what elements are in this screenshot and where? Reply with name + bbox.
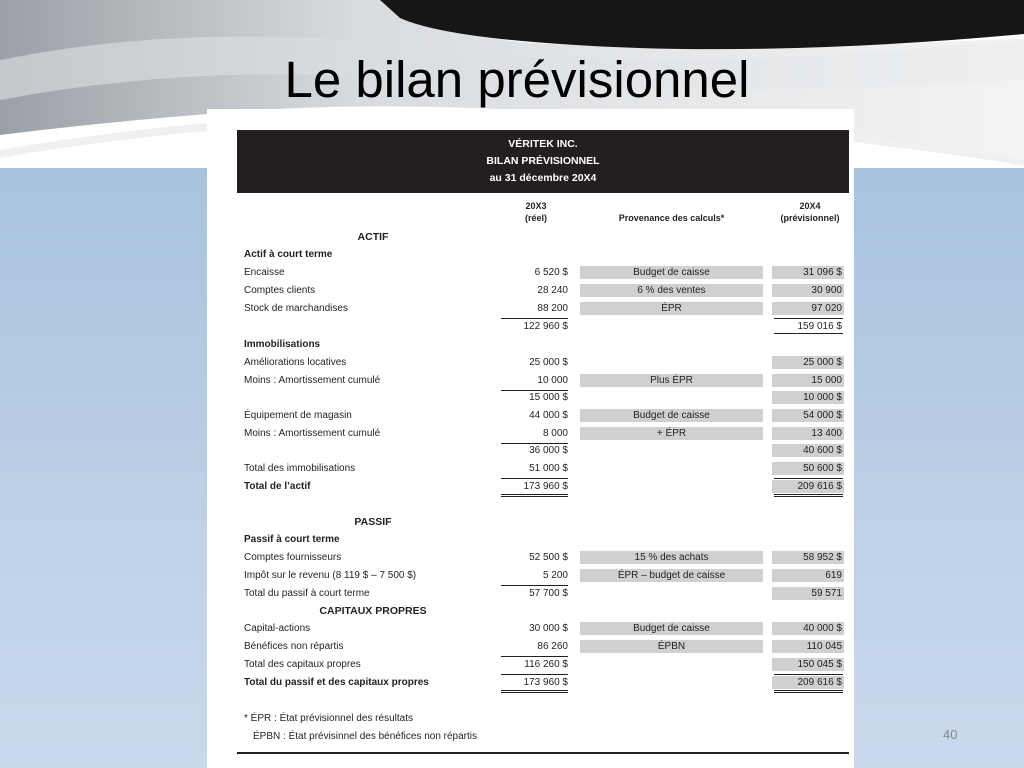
bottom-rule: [237, 752, 849, 754]
label-capital-actions: Capital-actions: [244, 623, 311, 634]
value-amort1-20x3: 10 000: [537, 375, 568, 386]
value-impot-20x4: 619: [825, 570, 842, 581]
section-capitaux-propres: CAPITAUX PROPRES: [319, 605, 427, 617]
src-equip: Budget de caisse: [633, 410, 710, 421]
heading-immobilisations: Immobilisations: [244, 339, 321, 350]
value-capital-20x3: 30 000 $: [529, 623, 568, 634]
value-amort2-20x3: 8 000: [542, 428, 568, 439]
label-total-capitaux: Total des capitaux propres: [244, 659, 361, 670]
value-benef-20x3: 86 260: [537, 641, 568, 652]
rule: [774, 333, 843, 334]
section-passif: PASSIF: [354, 516, 392, 528]
subtotal-actif-ct-20x3: 122 960 $: [523, 321, 568, 332]
heading-actif-court-terme: Actif à court terme: [244, 249, 333, 260]
value-encaisse-20x4: 31 096 $: [803, 267, 842, 278]
net2-20x3: 36 000 $: [529, 445, 568, 456]
rule: [501, 674, 568, 675]
value-tot-pct-20x3: 57 700 $: [529, 588, 568, 599]
label-benefices: Bénéfices non répartis: [244, 641, 344, 652]
label-encaisse: Encaisse: [244, 267, 285, 278]
rule: [501, 692, 568, 693]
net1-20x3: 15 000 $: [529, 392, 568, 403]
report-title: BILAN PRÉVISIONNEL: [486, 155, 600, 167]
rule: [501, 656, 568, 657]
value-tot-cap-20x3: 116 260 $: [524, 659, 568, 670]
rule: [501, 478, 568, 479]
src-impot: ÉPR – budget de caisse: [617, 570, 726, 581]
rule: [501, 494, 568, 495]
label-stock: Stock de marchandises: [244, 303, 348, 314]
src-stock: ÉPR: [661, 303, 682, 314]
net2-20x4: 40 600 $: [803, 445, 842, 456]
rule: [501, 690, 568, 691]
value-tot-immo-20x3: 51 000 $: [529, 463, 568, 474]
value-tot-immo-20x4: 50 600 $: [803, 463, 842, 474]
value-impot-20x3: 5 200: [542, 570, 568, 581]
report-date: au 31 décembre 20X4: [489, 172, 597, 184]
label-ameliorations: Améliorations locatives: [244, 357, 347, 368]
value-amelio-20x4: 25 000 $: [803, 357, 842, 368]
heading-passif-court-terme: Passif à court terme: [244, 534, 340, 545]
src-benef: ÉPBN: [657, 641, 686, 652]
rule: [774, 494, 843, 495]
label-comptes-clients: Comptes clients: [244, 285, 316, 296]
value-fourn-20x4: 58 952 $: [803, 552, 842, 563]
col2-header: Provenance des calculs*: [618, 213, 725, 223]
label-total-passif-capitaux: Total du passif et des capitaux propres: [244, 677, 429, 688]
label-fournisseurs: Comptes fournisseurs: [244, 552, 342, 563]
section-actif: ACTIF: [357, 231, 389, 243]
rule: [774, 692, 843, 693]
net1-20x4: 10 000 $: [803, 392, 842, 403]
rule: [501, 585, 568, 586]
label-amortissement-2: Moins : Amortissement cumulé: [244, 428, 381, 439]
left-decor-panel: [0, 168, 207, 768]
label-amortissement-1: Moins : Amortissement cumulé: [244, 375, 381, 386]
value-amelio-20x3: 25 000 $: [529, 357, 568, 368]
src-capital: Budget de caisse: [633, 623, 710, 634]
rule: [774, 674, 843, 675]
label-total-passif-ct: Total du passif à court terme: [244, 588, 370, 599]
rule: [774, 496, 843, 497]
src-clients: 6 % des ventes: [637, 285, 706, 296]
balance-sheet-document: [207, 109, 854, 768]
right-decor-panel: [854, 168, 1024, 768]
rule: [774, 318, 843, 319]
col1-header-type: (réel): [524, 213, 547, 223]
value-tot-actif-20x3: 173 960 $: [523, 481, 568, 492]
src-encaisse: Budget de caisse: [633, 267, 710, 278]
footnote-epbn: ÉPBN : État prévisinnel des bénéfices non répartis: [253, 731, 478, 742]
col1-header-year: 20X3: [525, 201, 547, 211]
value-encaisse-20x3: 6 520 $: [534, 267, 568, 278]
value-tot-pct-20x4: 59 571: [811, 588, 842, 599]
value-tot-passif-20x4: 209 616 $: [797, 677, 842, 688]
value-fourn-20x3: 52 500 $: [529, 552, 568, 563]
value-benef-20x4: 110 045: [806, 641, 842, 652]
label-impot: Impôt sur le revenu (8 119 $ – 7 500 $): [244, 570, 417, 581]
value-stock-20x3: 88 200: [537, 303, 568, 314]
value-amort1-20x4: 15 000: [811, 375, 842, 386]
label-total-immobilisations: Total des immobilisations: [244, 463, 356, 474]
value-equip-20x3: 44 000 $: [529, 410, 568, 421]
value-equip-20x4: 54 000 $: [803, 410, 842, 421]
value-stock-20x4: 97 020: [811, 303, 842, 314]
slide-title: Le bilan prévisionnel: [284, 51, 750, 108]
footnote-epr: * ÉPR : État prévisionnel des résultats: [244, 713, 413, 724]
col3-header-type: (prévisionnel): [780, 213, 840, 223]
value-amort2-20x4: 13 400: [811, 428, 842, 439]
value-clients-20x3: 28 240: [537, 285, 568, 296]
value-tot-cap-20x4: 150 045 $: [797, 659, 842, 670]
rule: [501, 496, 568, 497]
rule: [774, 690, 843, 691]
src-amort2: + ÉPR: [656, 428, 687, 439]
value-capital-20x4: 40 000 $: [803, 623, 842, 634]
subtotal-actif-ct-20x4: 159 016 $: [797, 321, 842, 332]
label-total-actif: Total de l’actif: [244, 481, 311, 492]
value-clients-20x4: 30 900: [811, 285, 842, 296]
document-header: [237, 130, 849, 193]
value-tot-passif-20x3: 173 960 $: [523, 677, 568, 688]
src-fourn: 15 % des achats: [634, 552, 709, 563]
rule: [774, 478, 843, 479]
company-name: VÉRITEK INC.: [508, 138, 578, 150]
col3-header-year: 20X4: [799, 201, 821, 211]
label-equipement: Équipement de magasin: [244, 410, 352, 421]
src-amort1: Plus ÉPR: [650, 375, 693, 386]
page-number: 40: [943, 727, 958, 742]
rule: [501, 318, 568, 319]
value-tot-actif-20x4: 209 616 $: [797, 481, 842, 492]
